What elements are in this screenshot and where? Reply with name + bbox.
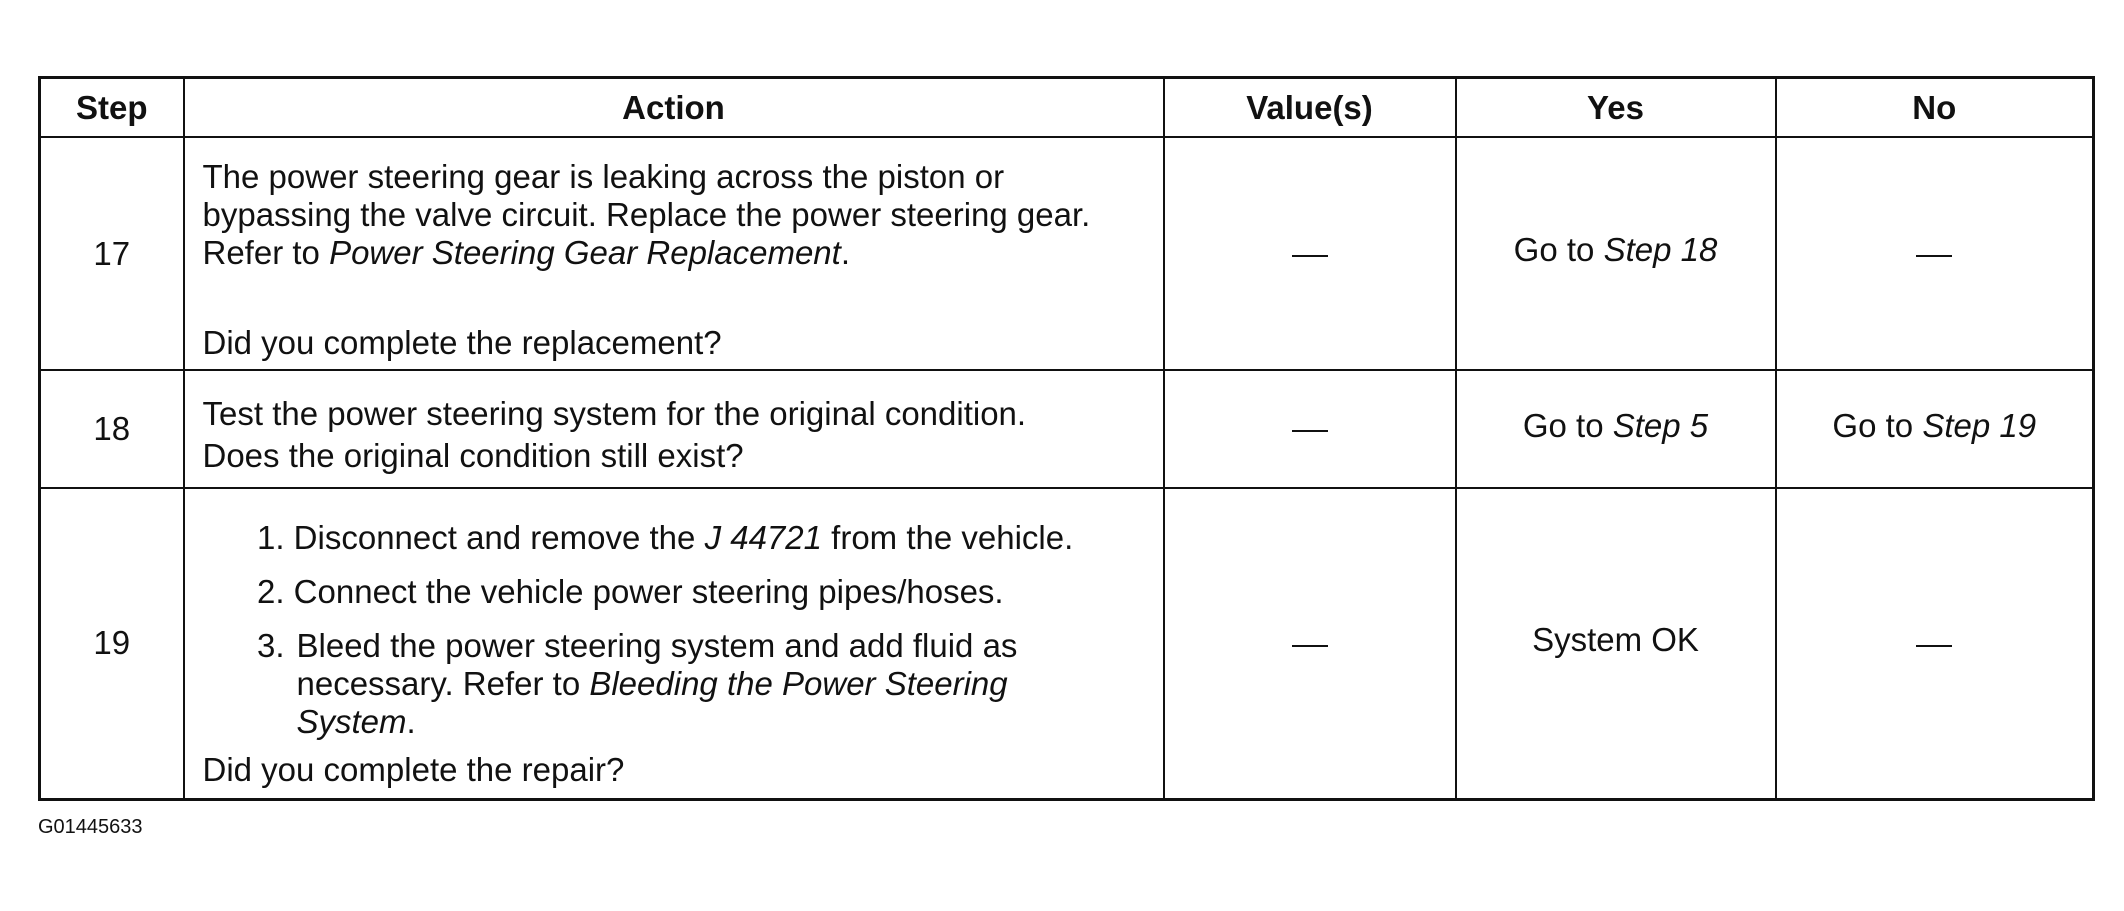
no-cell bbox=[1776, 137, 2094, 370]
procedure-reference: Bleeding the Power Steering System bbox=[296, 665, 1008, 741]
header-yes: Yes bbox=[1456, 78, 1776, 138]
diagnostic-table bbox=[38, 76, 2095, 801]
value-cell bbox=[1164, 137, 1456, 370]
dash-placeholder bbox=[1916, 645, 1952, 647]
step-item-text bbox=[285, 573, 1145, 611]
step-item-text-end: from the vehicle. bbox=[822, 519, 1074, 557]
action-question: Did you complete the replacement? bbox=[202, 323, 722, 361]
header-step: Step bbox=[40, 78, 184, 138]
step-number: 17 bbox=[40, 137, 184, 370]
step-item-text-end: . bbox=[406, 703, 416, 741]
dash-placeholder bbox=[1292, 645, 1328, 647]
figure-code: G01445633 bbox=[38, 816, 143, 838]
no-result bbox=[1832, 407, 2036, 444]
table-row-step-18 bbox=[40, 370, 2094, 488]
dash-placeholder bbox=[1292, 430, 1328, 432]
no-cell bbox=[1776, 370, 2094, 488]
action-cell bbox=[184, 488, 1164, 799]
yes-result: System OK bbox=[1532, 620, 1699, 658]
no-cell bbox=[1776, 488, 2094, 799]
tool-reference: J 44721 bbox=[704, 519, 822, 557]
action-question: Does the original condition still exist? bbox=[202, 437, 744, 474]
step-number: 18 bbox=[40, 370, 184, 488]
yes-step-link: Step 18 bbox=[1603, 231, 1718, 268]
step-item-text-part: Bleed the power steering system and add fluid as necessary. Refer to bbox=[296, 627, 1018, 703]
step-item-number: 2. bbox=[256, 573, 285, 611]
table-header-row bbox=[40, 78, 2094, 138]
action-cell bbox=[184, 370, 1164, 488]
step-item-text-part: Connect the vehicle power steering pipes/hoses. bbox=[293, 573, 1004, 611]
header-no: No bbox=[1776, 78, 2094, 138]
yes-step-link: Step 5 bbox=[1612, 406, 1709, 444]
action-step-item bbox=[203, 573, 1145, 611]
yes-result bbox=[1523, 407, 1708, 444]
action-instruction bbox=[203, 158, 1103, 272]
action-instruction: Test the power steering system for the original condition. bbox=[202, 395, 1027, 432]
action-steps-list bbox=[203, 519, 1145, 741]
step-item-text bbox=[285, 519, 1145, 557]
action-question: Did you complete the repair? bbox=[202, 751, 625, 789]
value-cell bbox=[1164, 370, 1456, 488]
header-action: Action bbox=[184, 78, 1164, 138]
no-step-link: Step 19 bbox=[1922, 406, 2037, 444]
yes-cell bbox=[1456, 370, 1776, 488]
yes-result bbox=[1514, 231, 1718, 268]
no-prefix: Go to bbox=[1832, 406, 1923, 444]
table-row-step-17 bbox=[40, 137, 2094, 370]
yes-prefix: Go to bbox=[1522, 406, 1613, 444]
yes-cell bbox=[1456, 137, 1776, 370]
step-item-text bbox=[285, 627, 1117, 741]
action-text: The power steering gear is leaking across the piston or bypassing the valve circuit. Replace the power steering gear. Refer to bbox=[202, 157, 1091, 271]
action-text-end: . bbox=[840, 233, 850, 271]
action-cell bbox=[184, 137, 1164, 370]
step-number: 19 bbox=[40, 488, 184, 799]
header-values: Value(s) bbox=[1164, 78, 1456, 138]
action-step-item bbox=[203, 519, 1145, 557]
procedure-reference: Power Steering Gear Replacement bbox=[329, 233, 841, 271]
dash-placeholder bbox=[1292, 255, 1328, 257]
yes-cell bbox=[1456, 488, 1776, 799]
step-item-number: 3. bbox=[256, 627, 285, 665]
step-item-text-part: Disconnect and remove the bbox=[293, 519, 705, 557]
yes-prefix: Go to bbox=[1513, 231, 1604, 268]
table-row-step-19 bbox=[40, 488, 2094, 799]
action-step-item bbox=[203, 627, 1145, 741]
step-item-number: 1. bbox=[256, 519, 285, 557]
value-cell bbox=[1164, 488, 1456, 799]
dash-placeholder bbox=[1916, 255, 1952, 257]
diagnostic-table-container bbox=[38, 76, 2092, 801]
